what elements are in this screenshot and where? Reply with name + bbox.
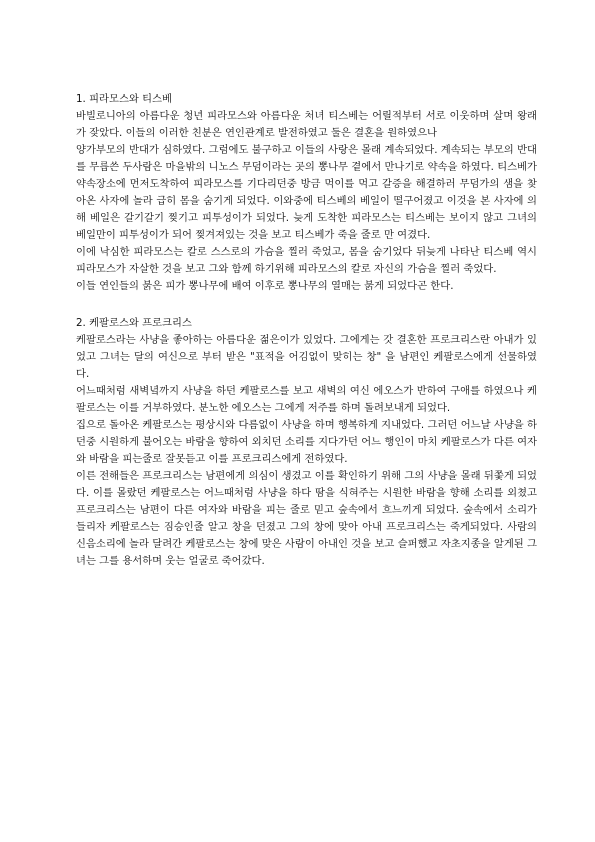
paragraph: 이른 전해들은 프로크리스는 남편에게 의심이 생겼고 이를 확인하기 위해 그의 사냥을 몰래 뒤쫓게 되었다. 이를 몰랐던 케팔로스는 어느때처럼 사냥을 하다 땀을 식혀주는 시원한 바람을 향해 소리를 외쳤고 프로크리스는 남편이 다른 여자와 바람을 피는 줄로 믿고 숲속에서 흐느끼게 되었다. 숲속에서 소리가 들리자 케팔로스는 짐승인줄 알고 창을 던졌고 그의 창에 맞아 아내 프로크리스는 죽게되었다. 사람의 신음소리에 놀라 달려간 케팔로스는 창에 맞은 사람이 아내인 것을 보고 슬퍼했고 자초지종을 알게된 그녀는 그를 용서하며 웃는 얼굴로 죽어갔다.	[76, 470, 537, 567]
paragraph: 어느때처럼 새벽녘까지 사냥을 하던 케팔로스를 보고 새벽의 여신 에오스가 반하여 구애를 하였으나 케팔로스는 이를 거부하였다. 분노한 에오스는 그에게 저주를 하며 돌려보내게 되었다.	[76, 385, 537, 414]
paragraph: 이에 낙심한 피라모스는 칼로 스스로의 가슴을 찔러 죽었고, 몸을 숨기었다 뒤늦게 나타난 티스베 역시 피라모스가 자살한 것을 보고 그와 함께 하기위해 피라모스의 칼로 자신의 가슴을 찔러 죽었다.	[76, 246, 537, 275]
section-title: 2. 케팔로스와 프로크리스	[76, 317, 192, 329]
paragraph: 케팔로스라는 사냥을 좋아하는 아름다운 젊은이가 있었다. 그에게는 갓 결혼한 프로크리스란 아내가 있었고 그녀는 달의 여신으로 부터 받은 "표적을 어김없이 맞히는 창" 을 남편인 케팔로스에게 선물하였다.	[76, 334, 537, 380]
paragraph: 집으로 돌아온 케팔로스는 평상시와 다름없이 사냥을 하며 행복하게 지내었다. 그러던 어느날 사냥을 하던중 시원하게 불어오는 바람을 향하여 외치던 소리를 지다가던 어느 행인이 마치 케팔로스가 다른 여자와 바람을 피는줄로 잘못듣고 이를 프로크리스에게 전하였다.	[76, 419, 537, 465]
section-pyramus-thisbe	[76, 91, 537, 295]
paragraph: 바빌로니아의 아름다운 청년 피라모스와 아름다운 처녀 티스베는 어릴적부터 서로 이웃하며 살며 왕래가 잦았다. 이들의 이러한 친분은 연인관계로 발전하였고 둘은 결혼을 원하였으나	[76, 110, 537, 139]
section-spacer	[76, 295, 537, 315]
section-title: 1. 피라모스와 티스베	[76, 93, 172, 105]
paragraph: 이들 연인들의 붉은 피가 뽕나무에 배여 이후로 뽕나무의 열매는 붉게 되었다곤 한다.	[76, 280, 454, 292]
section-cephalus-procris	[76, 315, 537, 570]
paragraph: 양가부모의 반대가 심하였다. 그럼에도 불구하고 이들의 사랑은 몰래 계속되었다. 계속되는 부모의 반대를 무릅쓴 두사람은 마을밖의 니노스 무덤이라는 곳의 뽕나무 곁에서 만나기로 약속을 하였다. 티스베가 약속장소에 먼저도착하여 피라모스를 기다리던중 방금 먹이를 먹고 갈증을 해결하러 무덤가의 샘을 찾아온 사자에 놀라 급히 몸을 숨기게 되었다. 이와중에 티스베의 베일이 떨구어졌고 이것을 본 사자에 의해 베일은 갈기갈기 찢기고 피투성이가 되었다. 늦게 도착한 피라모스는 티스베는 보이지 않고 그녀의 베일만이 피투성이가 되어 찢겨져있는 것을 보고 티스베가 죽을 줄로 만 여겼다.	[76, 144, 537, 241]
